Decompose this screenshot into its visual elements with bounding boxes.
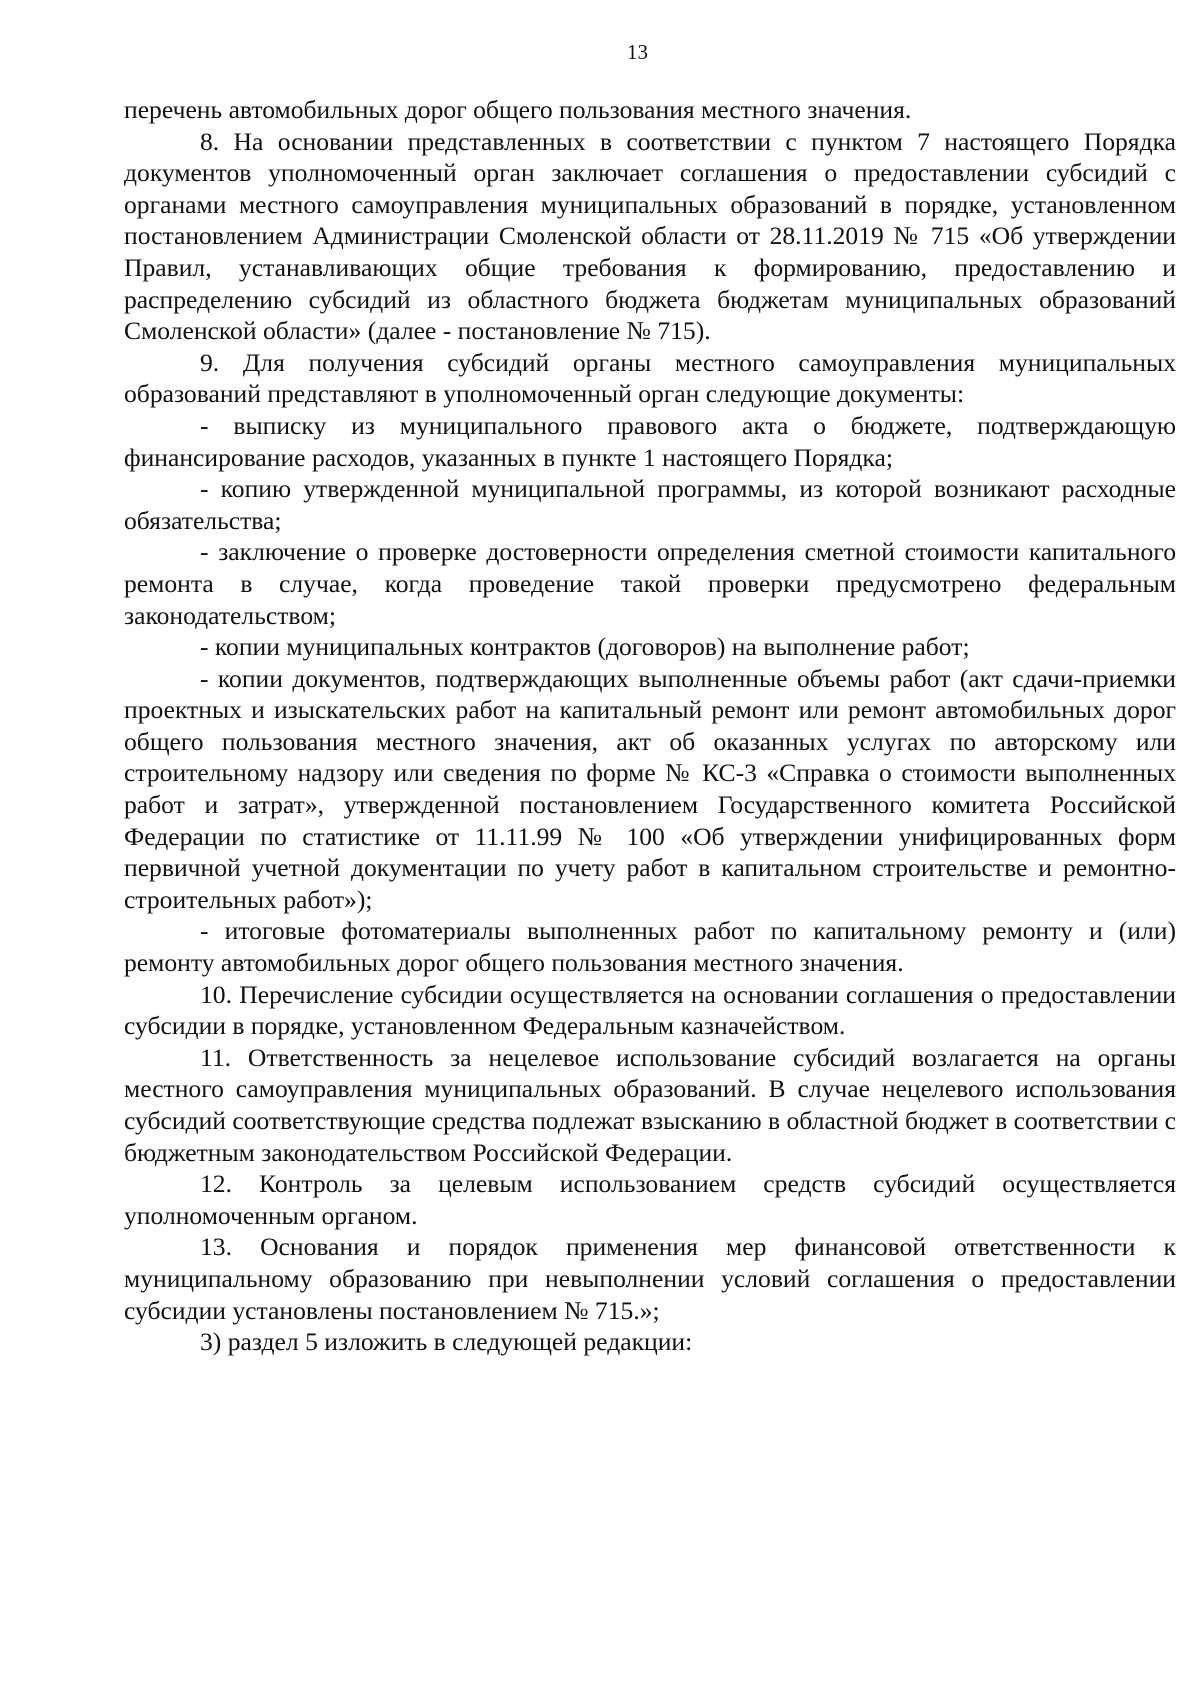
paragraph-item-10: 10. Перечисление субсидии осуществляется на основании соглашения о предоставлении субсидии в порядке, установленном Федеральным казначейством.	[124, 979, 1176, 1041]
paragraph-item-13: 13. Основания и порядок применения мер финансовой ответственности к муниципальному образованию при невыполнении условий соглашения о предоставлении субсидии установлены постановлением № 715.»;	[124, 1232, 1176, 1325]
list-item-program-copy: - копию утвержденной муниципальной программы, из которой возникают расходные обязательства;	[124, 474, 1176, 535]
document-body	[124, 94, 1176, 1358]
paragraph-item-11: 11. Ответственность за нецелевое использование субсидий возлагается на органы местного самоуправления муниципальных образований. В случае нецелевого использования субсидий соответствующие средства подлежат взысканию в областной бюджет в соответствии с бюджетным законодательством Российской Федерации.	[124, 1042, 1176, 1167]
paragraph-continuation: перечень автомобильных дорог общего пользования местного значения.	[124, 95, 912, 124]
list-item-photo-materials: - итоговые фотоматериалы выполненных работ по капитальному ремонту и (или) ремонту автомобильных дорог общего пользования местного значения.	[124, 916, 1176, 978]
list-item-estimate-conclusion: - заключение о проверке достоверности определения сметной стоимости капитального ремонта в случае, когда проведение такой проверки предусмотрено федеральным законодательством;	[124, 537, 1176, 630]
paragraph-item-8: 8. На основании представленных в соответствии с пунктом 7 настоящего Порядка документов уполномоченный орган заключает соглашения о предоставлении субсидий с органами местного самоуправления муниципальных образований в порядке, установленном постановлением Администрации Смоленской области от 28.11.2019 № 715 «Об утверждении Правил, устанавливающих общие требования к формированию, предоставлению и распределению субсидий из областного бюджета бюджетам муниципальных образований Смоленской области» (далее - постановление № 715).	[124, 126, 1176, 346]
list-item-work-documents: - копии документов, подтверждающих выполненные объемы работ (акт сдачи-приемки проектных и изыскательских работ на капитальный ремонт или ремонт автомобильных дорог общего пользования местного значения, акт об оказанных услугах по авторскому или строительному надзору или сведения по форме № КС-3 «Справка о стоимости выполненных работ и затрат», утвержденной постановлением Государственного комитета Российской Федерации по статистике от 11.11.99 № 100 «Об утверждении унифицированных форм первичной учетной документации по учету работ в капитальном строительстве и ремонтно-строительных работ»);	[124, 663, 1176, 914]
paragraph-section-5-amendment: 3) раздел 5 изложить в следующей редакции:	[200, 1327, 693, 1357]
paragraph-item-12: 12. Контроль за целевым использованием средств субсидий осуществляется уполномоченным органом.	[124, 1169, 1176, 1230]
page-number: 13	[627, 40, 648, 64]
paragraph-item-9: 9. Для получения субсидий органы местного самоуправления муниципальных образований представляют в уполномоченный орган следующие документы:	[124, 347, 1176, 409]
list-item-contract-copies: - копии муниципальных контрактов (договоров) на выполнение работ;	[200, 632, 970, 662]
list-item-budget-extract: - выписку из муниципального правового акта о бюджете, подтверждающую финансирование расходов, указанных в пункте 1 настоящего Порядка;	[124, 410, 1176, 472]
